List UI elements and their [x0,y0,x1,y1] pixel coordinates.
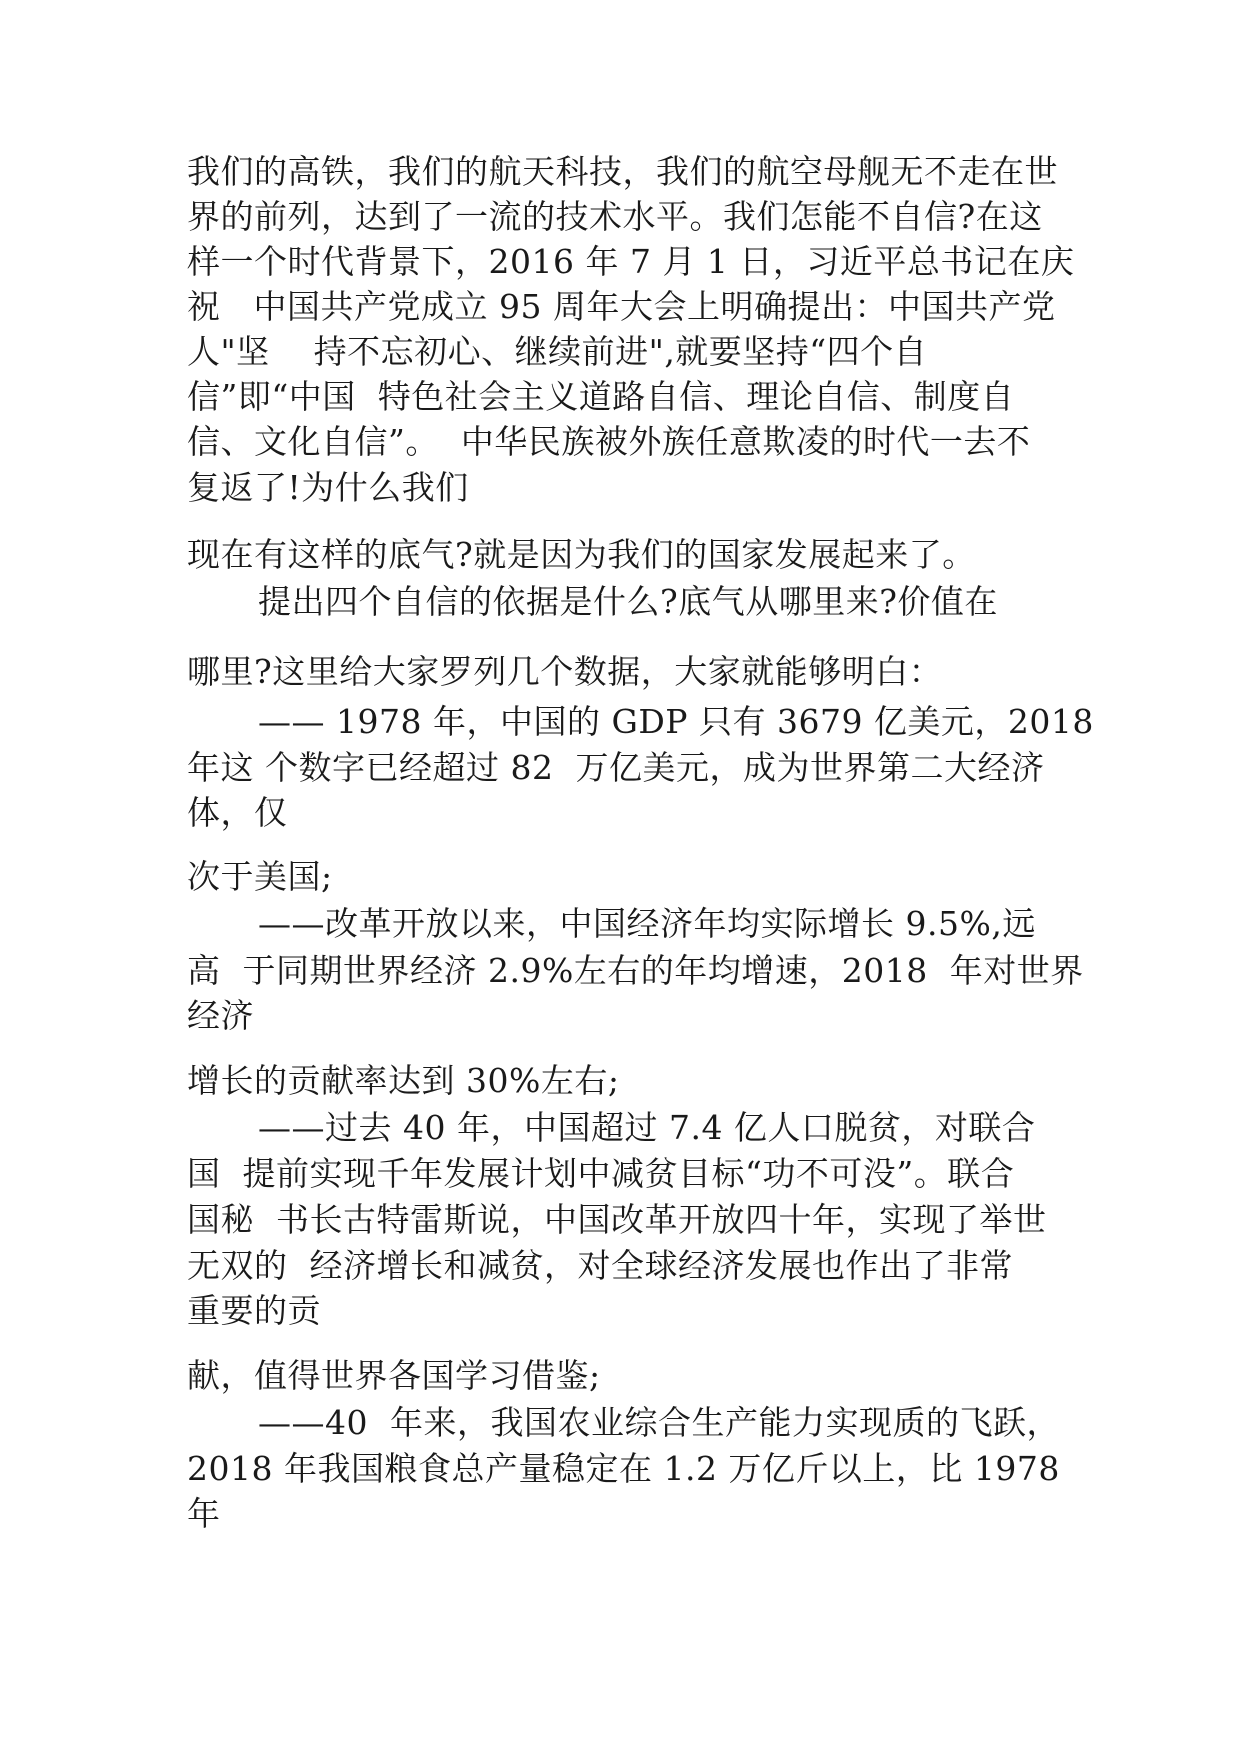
text-line: 次于美国; [187,857,333,896]
text-line: 重要的贡 [187,1291,321,1330]
text-line: 我们的高铁，我们的航天科技，我们的航空母舰无不走在世 [187,152,1058,191]
text-line: 增长的贡献率达到 30%左右; [187,1061,620,1100]
text-line: 哪里?这里给大家罗列几个数据，大家就能够明白： [187,652,943,691]
text-line: 信、文化自信”。 中华民族被外族任意欺凌的时代一去不 [187,422,1031,461]
text-line: 人"坚 持不忘初心、继续前进",就要坚持“四个自 [187,332,928,371]
text-line: 高 于同期世界经济 2.9%左右的年均增速，2018 年对世界 [187,951,1084,990]
text-line: 年这 个数字已经超过 82 万亿美元，成为世界第二大经济 [187,748,1045,787]
text-line: 现在有这样的底气?就是因为我们的国家发展起来了。 [187,535,976,574]
text-line: 经济 [187,996,254,1035]
text-line: 体，仅 [187,793,288,832]
text-line: 国 提前实现千年发展计划中减贫目标“功不可没”。联合 [187,1154,1015,1193]
text-line: 2018 年我国粮食总产量稳定在 1.2 万亿斤以上，比 1978 [187,1449,1060,1488]
paragraph-first-line: ——40 年来，我国农业综合生产能力实现质的飞跃， [258,1403,1060,1442]
paragraph-first-line: 提出四个自信的依据是什么?底气从哪里来?价值在 [258,582,998,621]
paragraph-first-line: ——改革开放以来，中国经济年均实际增长 9.5%,远 [258,904,1036,943]
text-line: 国秘 书长古特雷斯说，中国改革开放四十年，实现了举世 [187,1200,1047,1239]
text-line: 献，值得世界各国学习借鉴; [187,1356,601,1395]
text-line: 年 [187,1494,221,1533]
text-line: 界的前列，达到了一流的技术水平。我们怎能不自信?在这 [187,197,1043,236]
paragraph-first-line: —— 1978 年，中国的 GDP 只有 3679 亿美元，2018 [258,702,1094,741]
text-line: 复返了!为什么我们 [187,468,469,507]
text-line: 样一个时代背景下，2016 年 7 月 1 日，习近平总书记在庆 [187,242,1075,281]
paragraph-first-line: ——过去 40 年，中国超过 7.4 亿人口脱贫，对联合 [258,1108,1036,1147]
text-line: 信”即“中国 特色社会主义道路自信、理论自信、制度自 [187,377,1015,416]
text-line: 无双的 经济增长和减贫，对全球经济发展也作出了非常 [187,1246,1013,1285]
text-line: 祝 中国共产党成立 95 周年大会上明确提出：中国共产党 [187,287,1056,326]
